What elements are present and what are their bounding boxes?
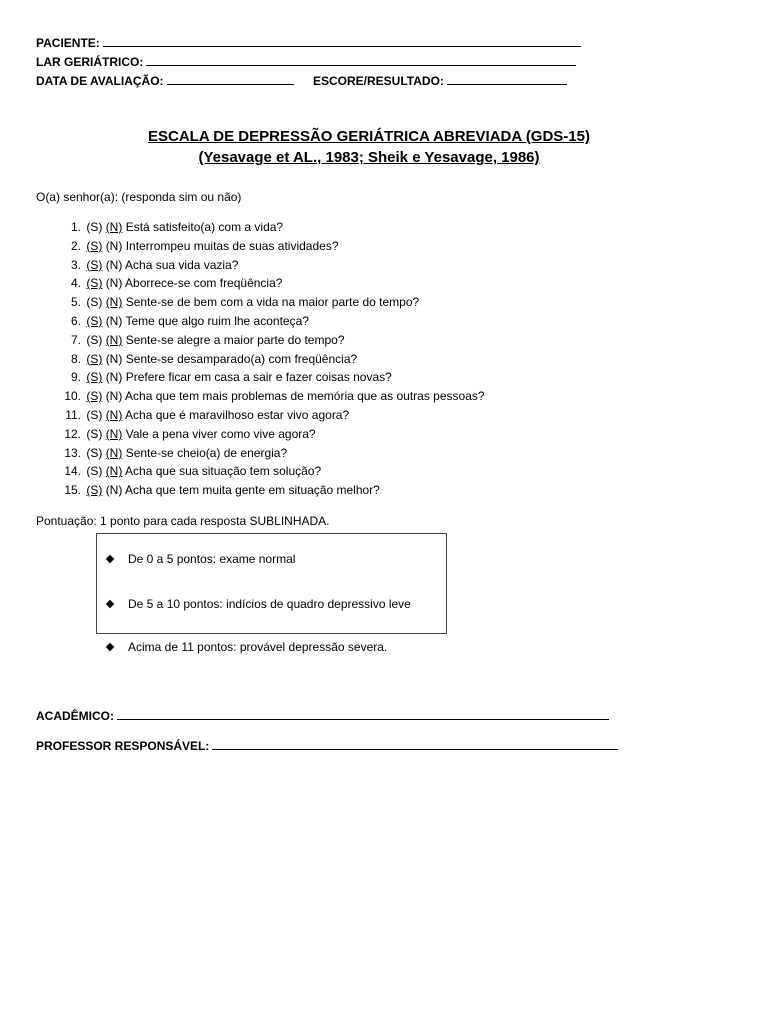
- option-no[interactable]: (N): [105, 464, 123, 479]
- option-yes[interactable]: (S): [86, 220, 103, 234]
- option-yes[interactable]: (S): [86, 238, 103, 253]
- question-number: 15.: [64, 483, 81, 498]
- option-no[interactable]: (N): [105, 220, 123, 234]
- question-item: [55, 218, 675, 237]
- question-number: 12.: [64, 426, 81, 441]
- question-number: 10.: [64, 389, 81, 404]
- question-number: 4.: [70, 276, 81, 291]
- option-yes[interactable]: (S): [86, 407, 103, 422]
- instructions: O(a) senhor(a): (responda sim ou não): [36, 190, 242, 204]
- question-item: [55, 312, 675, 331]
- score-ranges-box: [96, 533, 447, 634]
- question-number: 14.: [64, 464, 81, 479]
- option-yes[interactable]: (S): [86, 295, 103, 310]
- question-number: 7.: [70, 332, 81, 347]
- option-no[interactable]: (N): [105, 351, 123, 366]
- question-text: Interrompeu muitas de suas atividades?: [125, 238, 339, 253]
- evaluation-date-blank[interactable]: [167, 72, 294, 85]
- question-item: [55, 331, 675, 350]
- question-text: Sente-se alegre a maior parte do tempo?: [125, 332, 345, 347]
- question-number: 11.: [65, 407, 81, 422]
- option-no[interactable]: (N): [105, 426, 123, 441]
- option-yes[interactable]: (S): [86, 257, 103, 272]
- option-no[interactable]: (N): [105, 407, 123, 422]
- option-no[interactable]: (N): [105, 483, 123, 498]
- scale-title: ESCALA DE DEPRESSÃO GERIÁTRICA ABREVIADA (GDS-15): [148, 128, 590, 145]
- question-text: Aborrece-se com freqüência?: [125, 276, 283, 291]
- professor-signature-field: [36, 737, 618, 753]
- question-text: Acha que sua situação tem solução?: [125, 464, 322, 479]
- academic-label: ACADÊMICO:: [36, 709, 114, 723]
- nursing-home-field: [36, 53, 576, 70]
- patient-label: PACIENTE:: [36, 36, 100, 50]
- question-item: [55, 274, 675, 293]
- professor-blank[interactable]: [212, 737, 618, 750]
- option-yes[interactable]: (S): [86, 370, 103, 385]
- question-item: [55, 481, 675, 500]
- question-text: Sente-se cheio(a) de energia?: [125, 445, 288, 460]
- question-item: [55, 425, 675, 444]
- evaluation-date-label: DATA DE AVALIAÇÃO:: [36, 74, 164, 88]
- option-no[interactable]: (N): [105, 257, 123, 272]
- option-yes[interactable]: (S): [86, 351, 103, 366]
- option-no[interactable]: (N): [105, 332, 123, 347]
- option-no[interactable]: (N): [105, 238, 123, 253]
- question-number: 13.: [64, 445, 81, 460]
- diamond-bullet-icon: [106, 555, 114, 563]
- option-yes[interactable]: (S): [86, 464, 103, 479]
- question-number: 1.: [70, 220, 81, 234]
- score-result-blank[interactable]: [447, 72, 567, 85]
- question-item: [55, 256, 675, 275]
- question-text: Acha sua vida vazia?: [125, 257, 239, 272]
- question-text: Acha que é maravilhoso estar vivo agora?: [125, 407, 350, 422]
- question-item: [55, 387, 675, 406]
- option-no[interactable]: (N): [105, 295, 123, 310]
- option-no[interactable]: (N): [105, 445, 123, 460]
- option-yes[interactable]: (S): [86, 313, 103, 328]
- nursing-home-label: LAR GERIÁTRICO:: [36, 55, 144, 69]
- academic-blank[interactable]: [117, 707, 609, 720]
- option-no[interactable]: (N): [105, 389, 123, 404]
- range-item: [107, 552, 295, 566]
- range-item: [107, 640, 387, 654]
- question-number: 3.: [70, 257, 81, 272]
- question-item: [55, 237, 675, 256]
- question-text: Vale a pena viver como vive agora?: [125, 426, 316, 441]
- question-text: Sente-se desamparado(a) com freqüência?: [125, 351, 358, 366]
- option-yes[interactable]: (S): [86, 389, 103, 404]
- question-item: [55, 406, 675, 425]
- option-yes[interactable]: (S): [86, 332, 103, 347]
- question-item: [55, 350, 675, 369]
- professor-label: PROFESSOR RESPONSÁVEL:: [36, 739, 210, 753]
- question-list: [55, 218, 675, 500]
- question-text: Sente-se de bem com a vida na maior parte do tempo?: [125, 295, 420, 310]
- option-yes[interactable]: (S): [86, 483, 103, 498]
- diamond-bullet-icon: [106, 643, 114, 651]
- question-number: 8.: [70, 351, 81, 366]
- patient-field: [36, 34, 581, 51]
- question-text: Teme que algo ruim lhe aconteça?: [125, 313, 309, 328]
- patient-blank[interactable]: [103, 34, 581, 47]
- question-number: 6.: [70, 313, 81, 328]
- question-text: Acha que tem muita gente em situação melhor?: [125, 483, 380, 498]
- question-item: [55, 368, 675, 387]
- diamond-bullet-icon: [106, 600, 114, 608]
- option-yes[interactable]: (S): [86, 445, 103, 460]
- question-number: 5.: [70, 295, 81, 310]
- scoring-note: Pontuação: 1 ponto para cada resposta SUBLINHADA.: [36, 514, 330, 528]
- evaluation-date-field: [36, 72, 294, 89]
- option-no[interactable]: (N): [105, 370, 123, 385]
- range-text: Acima de 11 pontos: provável depressão severa.: [128, 640, 388, 654]
- option-yes[interactable]: (S): [86, 276, 103, 291]
- option-no[interactable]: (N): [105, 276, 123, 291]
- academic-signature-field: [36, 707, 609, 723]
- question-number: 2.: [70, 238, 81, 253]
- question-text: Acha que tem mais problemas de memória que as outras pessoas?: [125, 389, 485, 404]
- option-yes[interactable]: (S): [86, 426, 103, 441]
- question-item: [55, 462, 675, 481]
- range-text: De 0 a 5 pontos: exame normal: [128, 552, 296, 566]
- scale-citation: (Yesavage et AL., 1983; Sheik e Yesavage, 1986): [198, 149, 540, 166]
- question-text: Está satisfeito(a) com a vida?: [125, 220, 284, 234]
- score-result-label: ESCORE/RESULTADO:: [313, 74, 444, 88]
- question-text: Prefere ficar em casa a sair e fazer coisas novas?: [125, 370, 392, 385]
- nursing-home-blank[interactable]: [146, 53, 576, 66]
- question-item: [55, 293, 675, 312]
- range-item: [107, 597, 411, 611]
- option-no[interactable]: (N): [105, 313, 123, 328]
- score-result-field: [313, 72, 567, 89]
- question-number: 9.: [70, 370, 81, 385]
- range-text: De 5 a 10 pontos: indícios de quadro depressivo leve: [128, 597, 411, 611]
- question-item: [55, 444, 675, 463]
